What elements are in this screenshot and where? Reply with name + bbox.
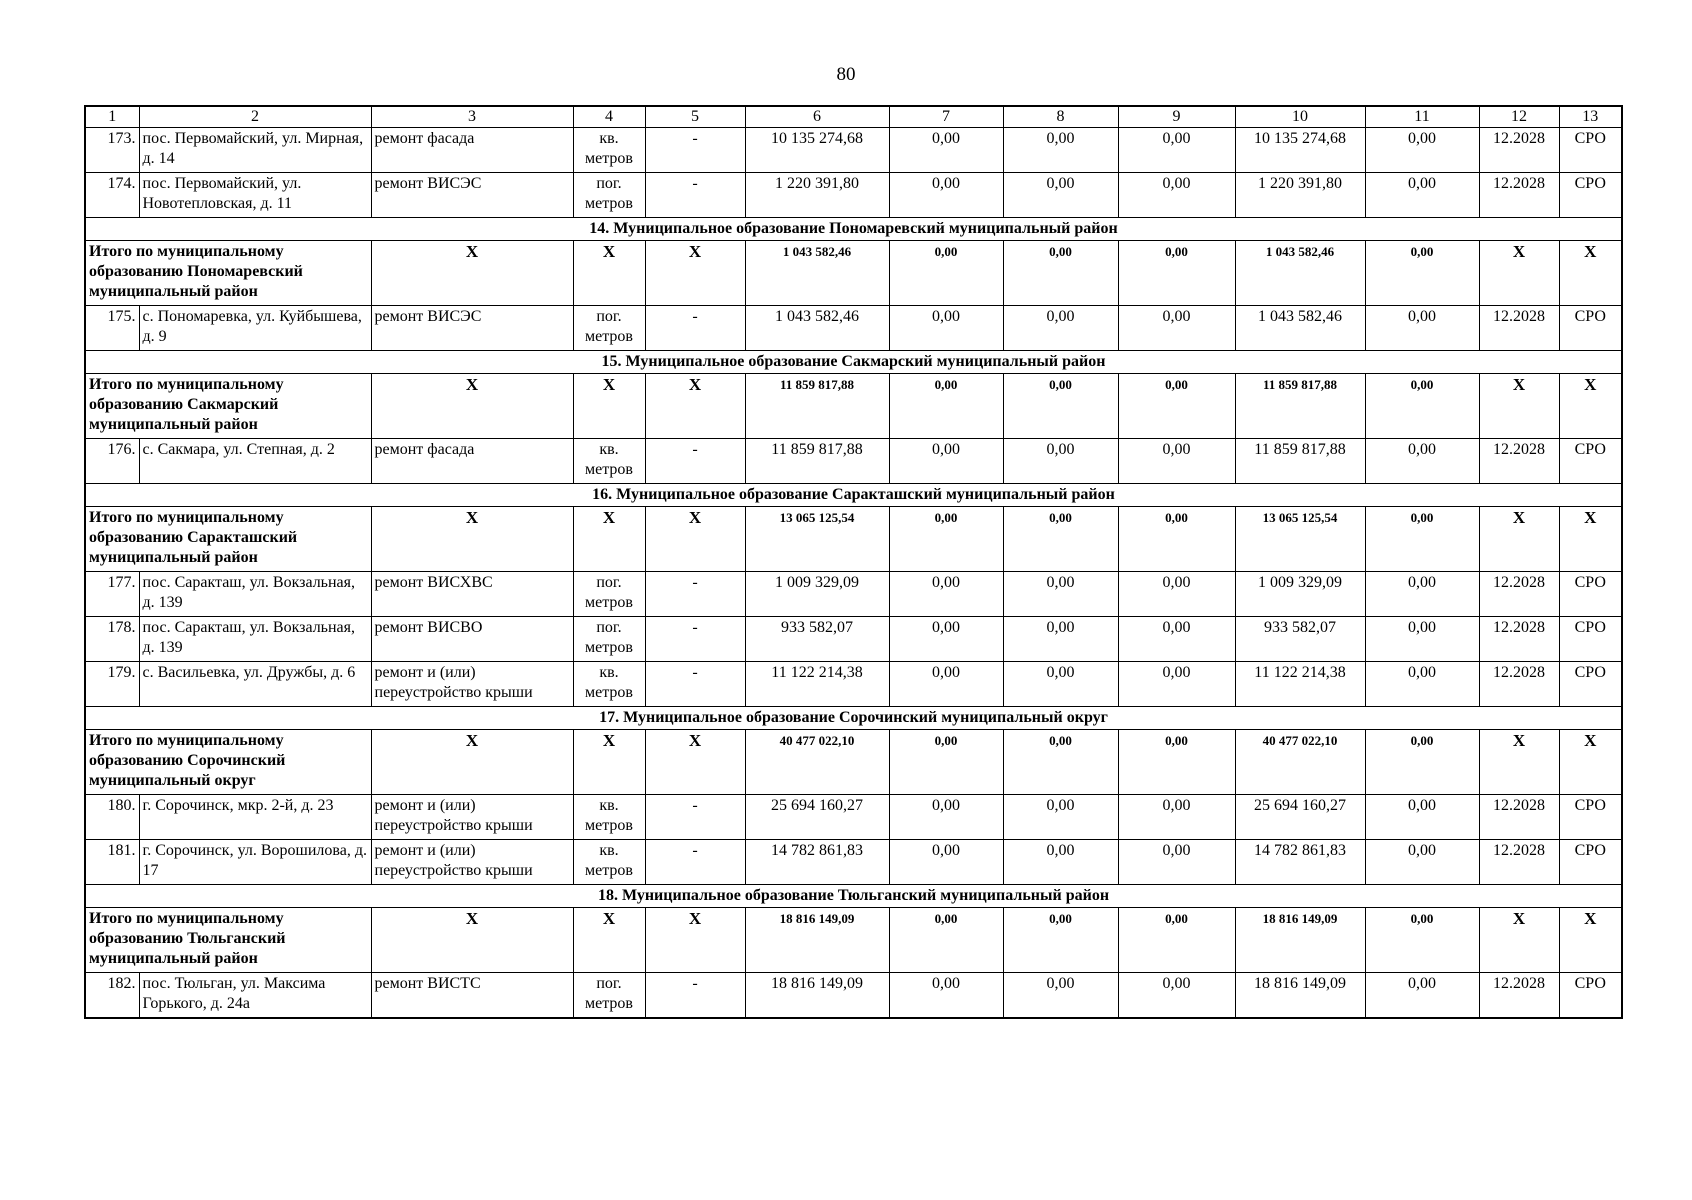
column-number: 5 — [645, 106, 745, 128]
work-type-cell: ремонт ВИСЭС — [371, 306, 573, 351]
placeholder-x: X — [645, 241, 745, 306]
subtotal-amount: 0,00 — [1118, 908, 1235, 973]
amount-cell: 0,00 — [889, 306, 1003, 351]
amount-cell: 0,00 — [889, 840, 1003, 885]
table-row — [85, 306, 1622, 351]
subtotal-amount: 0,00 — [889, 374, 1003, 439]
amount-cell: 11 122 214,38 — [745, 662, 889, 707]
address-cell: г. Сорочинск, мкр. 2-й, д. 23 — [139, 795, 371, 840]
work-type-cell: ремонт и (или) переустройство крыши — [371, 795, 573, 840]
row-number: 173. — [85, 128, 139, 173]
amount-cell: 14 782 861,83 — [1235, 840, 1365, 885]
amount-cell: 0,00 — [1365, 840, 1479, 885]
amount-cell: 0,00 — [1365, 439, 1479, 484]
subtotal-amount: 0,00 — [1003, 507, 1118, 572]
subtotal-amount: 18 816 149,09 — [1235, 908, 1365, 973]
subtotal-amount: 1 043 582,46 — [1235, 241, 1365, 306]
amount-cell: 0,00 — [1003, 128, 1118, 173]
amount-cell: 1 220 391,80 — [745, 173, 889, 218]
work-type-cell: ремонт фасада — [371, 128, 573, 173]
deadline-cell: 12.2028 — [1479, 572, 1559, 617]
amount-cell: 11 859 817,88 — [1235, 439, 1365, 484]
placeholder-x: X — [645, 730, 745, 795]
deadline-cell: 12.2028 — [1479, 662, 1559, 707]
placeholder-x: X — [573, 241, 645, 306]
amount-cell: 0,00 — [1365, 572, 1479, 617]
row-number: 179. — [85, 662, 139, 707]
placeholder-x: X — [645, 374, 745, 439]
placeholder-x: X — [573, 374, 645, 439]
subtotal-label: Итого по муниципальному образованию Пономаревский муниципальный район — [85, 241, 371, 306]
column-number: 7 — [889, 106, 1003, 128]
placeholder-x: X — [371, 507, 573, 572]
amount-cell: 1 220 391,80 — [1235, 173, 1365, 218]
address-cell: пос. Тюльган, ул. Максима Горького, д. 24а — [139, 973, 371, 1019]
deadline-cell: 12.2028 — [1479, 439, 1559, 484]
amount-cell: 0,00 — [1003, 439, 1118, 484]
subtotal-amount: 0,00 — [1365, 908, 1479, 973]
placeholder-x: X — [1559, 507, 1622, 572]
placeholder-x: X — [1479, 507, 1559, 572]
column-number: 12 — [1479, 106, 1559, 128]
amount-cell: 10 135 274,68 — [745, 128, 889, 173]
subtotal-label: Итого по муниципальному образованию Сакмарский муниципальный район — [85, 374, 371, 439]
amount-cell: 0,00 — [1118, 572, 1235, 617]
amount-cell: 0,00 — [1003, 617, 1118, 662]
executor-cell: СРО — [1559, 439, 1622, 484]
table-row — [85, 128, 1622, 173]
page-number: 80 — [836, 64, 856, 85]
column-number: 10 — [1235, 106, 1365, 128]
unit-cell: пог. метров — [573, 306, 645, 351]
amount-cell: 0,00 — [889, 795, 1003, 840]
unit-cell: кв. метров — [573, 439, 645, 484]
amount-cell: 0,00 — [1365, 795, 1479, 840]
subtotal-amount: 40 477 022,10 — [745, 730, 889, 795]
table-row — [85, 973, 1622, 1019]
amount-cell: 0,00 — [1365, 617, 1479, 662]
placeholder-x: X — [645, 908, 745, 973]
subtotal-amount: 0,00 — [889, 241, 1003, 306]
quantity-cell: - — [645, 128, 745, 173]
unit-cell: кв. метров — [573, 662, 645, 707]
amount-cell: 933 582,07 — [745, 617, 889, 662]
amount-cell: 18 816 149,09 — [745, 973, 889, 1019]
quantity-cell: - — [645, 572, 745, 617]
row-number: 180. — [85, 795, 139, 840]
quantity-cell: - — [645, 840, 745, 885]
subtotal-row — [85, 730, 1622, 795]
placeholder-x: X — [573, 730, 645, 795]
amount-cell: 0,00 — [1118, 795, 1235, 840]
column-number: 11 — [1365, 106, 1479, 128]
subtotal-amount: 18 816 149,09 — [745, 908, 889, 973]
subtotal-amount: 11 859 817,88 — [1235, 374, 1365, 439]
column-number-header-row — [85, 106, 1622, 128]
quantity-cell: - — [645, 439, 745, 484]
deadline-cell: 12.2028 — [1479, 173, 1559, 218]
unit-cell: кв. метров — [573, 840, 645, 885]
column-number: 9 — [1118, 106, 1235, 128]
table-row — [85, 617, 1622, 662]
deadline-cell: 12.2028 — [1479, 128, 1559, 173]
placeholder-x: X — [645, 507, 745, 572]
quantity-cell: - — [645, 617, 745, 662]
subtotal-amount: 1 043 582,46 — [745, 241, 889, 306]
address-cell: пос. Первомайский, ул. Новотепловская, д. 11 — [139, 173, 371, 218]
amount-cell: 0,00 — [1365, 128, 1479, 173]
placeholder-x: X — [1559, 374, 1622, 439]
subtotal-amount: 0,00 — [1118, 241, 1235, 306]
row-number: 175. — [85, 306, 139, 351]
address-cell: с. Сакмара, ул. Степная, д. 2 — [139, 439, 371, 484]
placeholder-x: X — [371, 374, 573, 439]
work-type-cell: ремонт и (или) переустройство крыши — [371, 840, 573, 885]
section-title: 16. Муниципальное образование Саракташский муниципальный район — [85, 484, 1622, 507]
subtotal-amount: 13 065 125,54 — [1235, 507, 1365, 572]
amount-cell: 0,00 — [1118, 439, 1235, 484]
amount-cell: 0,00 — [889, 973, 1003, 1019]
table-row — [85, 173, 1622, 218]
amount-cell: 1 009 329,09 — [1235, 572, 1365, 617]
amount-cell: 0,00 — [1118, 617, 1235, 662]
subtotal-amount: 0,00 — [889, 730, 1003, 795]
column-number: 2 — [139, 106, 371, 128]
placeholder-x: X — [1479, 908, 1559, 973]
amount-cell: 0,00 — [1365, 662, 1479, 707]
subtotal-amount: 0,00 — [1365, 730, 1479, 795]
placeholder-x: X — [371, 730, 573, 795]
work-type-cell: ремонт ВИСТС — [371, 973, 573, 1019]
amount-cell: 0,00 — [889, 662, 1003, 707]
placeholder-x: X — [1479, 374, 1559, 439]
subtotal-amount: 0,00 — [1365, 241, 1479, 306]
amount-cell: 0,00 — [1118, 973, 1235, 1019]
section-title: 17. Муниципальное образование Сорочинский муниципальный округ — [85, 707, 1622, 730]
subtotal-row — [85, 908, 1622, 973]
subtotal-amount: 0,00 — [1118, 374, 1235, 439]
amount-cell: 0,00 — [889, 439, 1003, 484]
quantity-cell: - — [645, 173, 745, 218]
amount-cell: 1 009 329,09 — [745, 572, 889, 617]
subtotal-amount: 0,00 — [1365, 507, 1479, 572]
executor-cell: СРО — [1559, 662, 1622, 707]
unit-cell: кв. метров — [573, 795, 645, 840]
amount-cell: 0,00 — [1118, 128, 1235, 173]
amount-cell: 10 135 274,68 — [1235, 128, 1365, 173]
address-cell: пос. Саракташ, ул. Вокзальная, д. 139 — [139, 617, 371, 662]
unit-cell: пог. метров — [573, 617, 645, 662]
subtotal-row — [85, 507, 1622, 572]
amount-cell: 11 859 817,88 — [745, 439, 889, 484]
amount-cell: 25 694 160,27 — [1235, 795, 1365, 840]
executor-cell: СРО — [1559, 840, 1622, 885]
section-header-row — [85, 351, 1622, 374]
section-title: 14. Муниципальное образование Пономаревский муниципальный район — [85, 218, 1622, 241]
executor-cell: СРО — [1559, 306, 1622, 351]
amount-cell: 0,00 — [1003, 795, 1118, 840]
address-cell: пос. Первомайский, ул. Мирная, д. 14 — [139, 128, 371, 173]
executor-cell: СРО — [1559, 973, 1622, 1019]
executor-cell: СРО — [1559, 173, 1622, 218]
quantity-cell: - — [645, 973, 745, 1019]
amount-cell: 0,00 — [1003, 173, 1118, 218]
column-number: 6 — [745, 106, 889, 128]
section-header-row — [85, 218, 1622, 241]
column-number: 8 — [1003, 106, 1118, 128]
executor-cell: СРО — [1559, 617, 1622, 662]
address-cell: пос. Саракташ, ул. Вокзальная, д. 139 — [139, 572, 371, 617]
section-header-row — [85, 885, 1622, 908]
amount-cell: 0,00 — [1003, 662, 1118, 707]
address-cell: с. Васильевка, ул. Дружбы, д. 6 — [139, 662, 371, 707]
subtotal-amount: 0,00 — [889, 908, 1003, 973]
section-title: 15. Муниципальное образование Сакмарский муниципальный район — [85, 351, 1622, 374]
executor-cell: СРО — [1559, 128, 1622, 173]
address-cell: г. Сорочинск, ул. Ворошилова, д. 17 — [139, 840, 371, 885]
unit-cell: пог. метров — [573, 572, 645, 617]
row-number: 178. — [85, 617, 139, 662]
subtotal-amount: 11 859 817,88 — [745, 374, 889, 439]
row-number: 182. — [85, 973, 139, 1019]
amount-cell: 0,00 — [889, 617, 1003, 662]
table-row — [85, 840, 1622, 885]
amount-cell: 1 043 582,46 — [1235, 306, 1365, 351]
placeholder-x: X — [1479, 241, 1559, 306]
deadline-cell: 12.2028 — [1479, 795, 1559, 840]
deadline-cell: 12.2028 — [1479, 973, 1559, 1019]
amount-cell: 0,00 — [889, 173, 1003, 218]
table-row — [85, 572, 1622, 617]
placeholder-x: X — [371, 241, 573, 306]
subtotal-label: Итого по муниципальному образованию Сорочинский муниципальный округ — [85, 730, 371, 795]
amount-cell: 0,00 — [1365, 173, 1479, 218]
amount-cell: 25 694 160,27 — [745, 795, 889, 840]
amount-cell: 0,00 — [1003, 306, 1118, 351]
subtotal-row — [85, 241, 1622, 306]
row-number: 177. — [85, 572, 139, 617]
work-type-cell: ремонт ВИСВО — [371, 617, 573, 662]
placeholder-x: X — [1559, 241, 1622, 306]
unit-cell: пог. метров — [573, 173, 645, 218]
executor-cell: СРО — [1559, 572, 1622, 617]
amount-cell: 0,00 — [1365, 306, 1479, 351]
placeholder-x: X — [1479, 730, 1559, 795]
placeholder-x: X — [1559, 730, 1622, 795]
amount-cell: 0,00 — [1365, 973, 1479, 1019]
amount-cell: 0,00 — [889, 128, 1003, 173]
placeholder-x: X — [573, 908, 645, 973]
amount-cell: 0,00 — [1003, 973, 1118, 1019]
subtotal-amount: 0,00 — [1003, 241, 1118, 306]
table-row — [85, 662, 1622, 707]
quantity-cell: - — [645, 662, 745, 707]
column-number: 3 — [371, 106, 573, 128]
subtotal-amount: 0,00 — [1003, 730, 1118, 795]
row-number: 176. — [85, 439, 139, 484]
subtotal-amount: 0,00 — [1003, 374, 1118, 439]
subtotal-label: Итого по муниципальному образованию Тюльганский муниципальный район — [85, 908, 371, 973]
amount-cell: 0,00 — [889, 572, 1003, 617]
subtotal-amount: 0,00 — [889, 507, 1003, 572]
section-title: 18. Муниципальное образование Тюльганский муниципальный район — [85, 885, 1622, 908]
column-number: 1 — [85, 106, 139, 128]
column-number: 13 — [1559, 106, 1622, 128]
unit-cell: кв. метров — [573, 128, 645, 173]
deadline-cell: 12.2028 — [1479, 840, 1559, 885]
section-header-row — [85, 707, 1622, 730]
subtotal-row — [85, 374, 1622, 439]
table-row — [85, 439, 1622, 484]
amount-cell: 0,00 — [1003, 840, 1118, 885]
subtotal-amount: 0,00 — [1365, 374, 1479, 439]
unit-cell: пог. метров — [573, 973, 645, 1019]
quantity-cell: - — [645, 795, 745, 840]
amount-cell: 0,00 — [1118, 173, 1235, 218]
subtotal-amount: 0,00 — [1003, 908, 1118, 973]
work-type-cell: ремонт фасада — [371, 439, 573, 484]
placeholder-x: X — [573, 507, 645, 572]
subtotal-amount: 13 065 125,54 — [745, 507, 889, 572]
amount-cell: 11 122 214,38 — [1235, 662, 1365, 707]
placeholder-x: X — [371, 908, 573, 973]
repair-program-table — [84, 105, 1623, 1019]
subtotal-amount: 0,00 — [1118, 730, 1235, 795]
row-number: 174. — [85, 173, 139, 218]
amount-cell: 18 816 149,09 — [1235, 973, 1365, 1019]
subtotal-amount: 0,00 — [1118, 507, 1235, 572]
amount-cell: 0,00 — [1118, 662, 1235, 707]
placeholder-x: X — [1559, 908, 1622, 973]
deadline-cell: 12.2028 — [1479, 306, 1559, 351]
work-type-cell: ремонт ВИСХВС — [371, 572, 573, 617]
subtotal-label: Итого по муниципальному образованию Саракташский муниципальный район — [85, 507, 371, 572]
amount-cell: 0,00 — [1003, 572, 1118, 617]
row-number: 181. — [85, 840, 139, 885]
deadline-cell: 12.2028 — [1479, 617, 1559, 662]
section-header-row — [85, 484, 1622, 507]
subtotal-amount: 40 477 022,10 — [1235, 730, 1365, 795]
column-number: 4 — [573, 106, 645, 128]
amount-cell: 1 043 582,46 — [745, 306, 889, 351]
work-type-cell: ремонт и (или) переустройство крыши — [371, 662, 573, 707]
table-row — [85, 795, 1622, 840]
amount-cell: 14 782 861,83 — [745, 840, 889, 885]
address-cell: с. Пономаревка, ул. Куйбышева, д. 9 — [139, 306, 371, 351]
amount-cell: 933 582,07 — [1235, 617, 1365, 662]
quantity-cell: - — [645, 306, 745, 351]
amount-cell: 0,00 — [1118, 840, 1235, 885]
amount-cell: 0,00 — [1118, 306, 1235, 351]
work-type-cell: ремонт ВИСЭС — [371, 173, 573, 218]
executor-cell: СРО — [1559, 795, 1622, 840]
